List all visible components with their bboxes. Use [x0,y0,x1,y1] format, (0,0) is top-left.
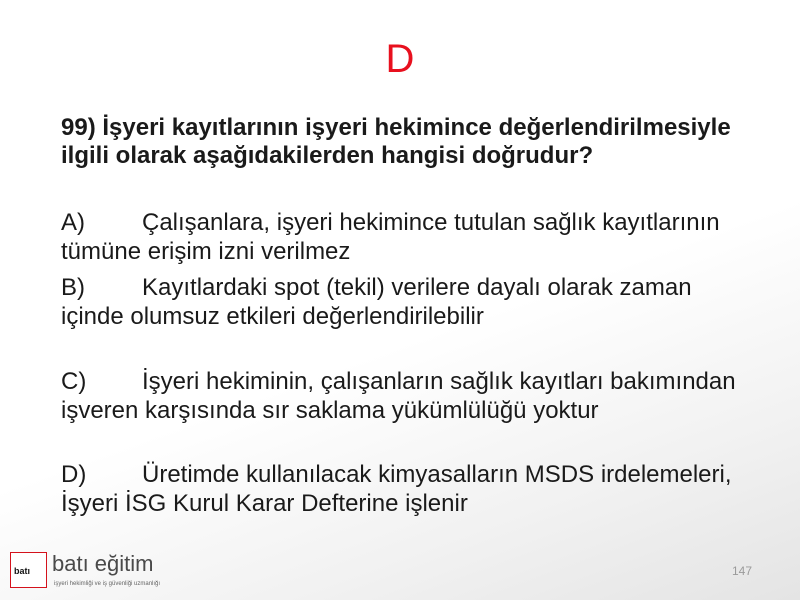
option-b [61,273,751,331]
answer-heading: D [385,37,415,81]
option-d-letter: D) [61,461,87,488]
option-b-text: Kayıtlardaki spot (tekil) verilere dayalı olarak zaman içinde olumsuz etkileri değerlendirilebilir [61,274,692,330]
option-a-letter: A) [61,209,85,236]
option-c-letter: C) [61,368,87,395]
logo-name: batı eğitim [52,551,154,576]
question-text: 99) İşyeri kayıtlarının işyeri hekimince değerlendirilmesiyle ilgili olarak aşağıdakilerden hangisi doğrudur? [61,114,731,169]
logo-box [10,552,47,588]
option-a-text: Çalışanlara, işyeri hekimince tutulan sağlık kayıtlarının tümüne erişim izni verilmez [61,209,720,265]
page-number: 147 [731,564,752,578]
logo-tagline: işyeri hekimliği ve iş güvenliği uzmanlığı [54,581,161,587]
option-b-letter: B) [61,274,85,301]
logo-box-text: batı [14,566,31,576]
option-d-text: Üretimde kullanılacak kimyasalların MSDS irdelemeleri, İşyeri İSG Kurul Karar Defterine işlenir [61,461,732,517]
option-c-text: İşyeri hekiminin, çalışanların sağlık kayıtları bakımından işveren karşısında sır saklama yükümlülüğü yoktur [61,368,736,424]
option-d [61,460,751,518]
option-a [61,208,751,266]
option-c [61,367,751,425]
bati-egitim-logo [10,552,180,592]
